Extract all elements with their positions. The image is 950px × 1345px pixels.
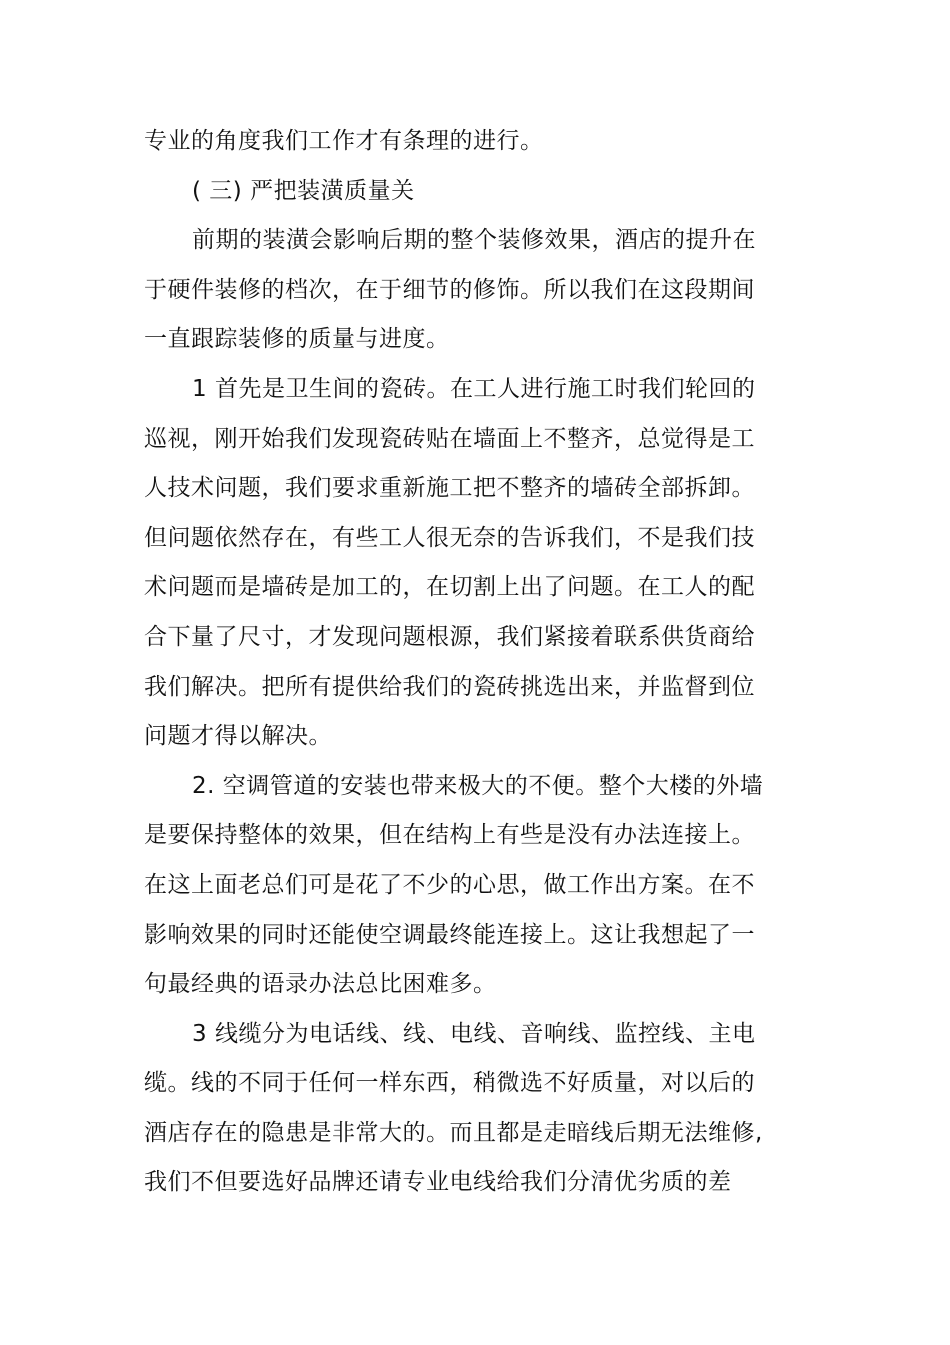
text-line: 但问题依然存在，有些工人很无奈的告诉我们，不是我们技: [144, 524, 755, 551]
text-line: 巡视，刚开始我们发现瓷砖贴在墙面上不整齐，总觉得是工: [144, 425, 755, 452]
text-line: 问题才得以解决。: [144, 723, 332, 750]
text-line: 合下量了尺寸，才发现问题根源，我们紧接着联系供货商给: [144, 623, 755, 650]
text-line: 术问题而是墙砖是加工的，在切割上出了问题。在工人的配: [144, 574, 755, 601]
text-line: 句最经典的语录办法总比困难多。: [144, 971, 497, 998]
text-line: 一直跟踪装修的质量与进度。: [144, 326, 450, 353]
text-line: 人技术问题，我们要求重新施工把不整齐的墙砖全部拆卸。: [144, 475, 755, 502]
text-line: 前期的装潢会影响后期的整个装修效果，酒店的提升在: [192, 227, 756, 254]
text-line: 我们不但要选好品牌还请专业电线给我们分清优劣质的差: [144, 1169, 732, 1196]
text-line: 2. 空调管道的安装也带来极大的不便。整个大楼的外墙: [192, 772, 764, 799]
text-line: 于硬件装修的档次，在于细节的修饰。所以我们在这段期间: [144, 276, 755, 303]
text-line: 1 首先是卫生间的瓷砖。在工人进行施工时我们轮回的: [192, 375, 756, 402]
text-line: 我们解决。把所有提供给我们的瓷砖挑选出来，并监督到位: [144, 673, 755, 700]
document-body: [144, 117, 764, 1208]
text-line: 3 线缆分为电话线、线、电线、音响线、监控线、主电: [192, 1020, 756, 1047]
text-line: 影响效果的同时还能使空调最终能连接上。这让我想起了一: [144, 921, 755, 948]
text-line: 是要保持整体的效果，但在结构上有些是没有办法连接上。: [144, 822, 755, 849]
text-line: 缆。线的不同于任何一样东西，稍微选不好质量，对以后的: [144, 1070, 755, 1097]
text-line: 酒店存在的隐患是非常大的。而且都是走暗线后期无法维修,: [144, 1119, 763, 1146]
text-line: 专业的角度我们工作才有条理的进行。: [144, 128, 544, 154]
section-heading: ( 三) 严把装潢质量关: [192, 177, 415, 204]
text-line: 在这上面老总们可是花了不少的心思，做工作出方案。在不: [144, 871, 755, 898]
